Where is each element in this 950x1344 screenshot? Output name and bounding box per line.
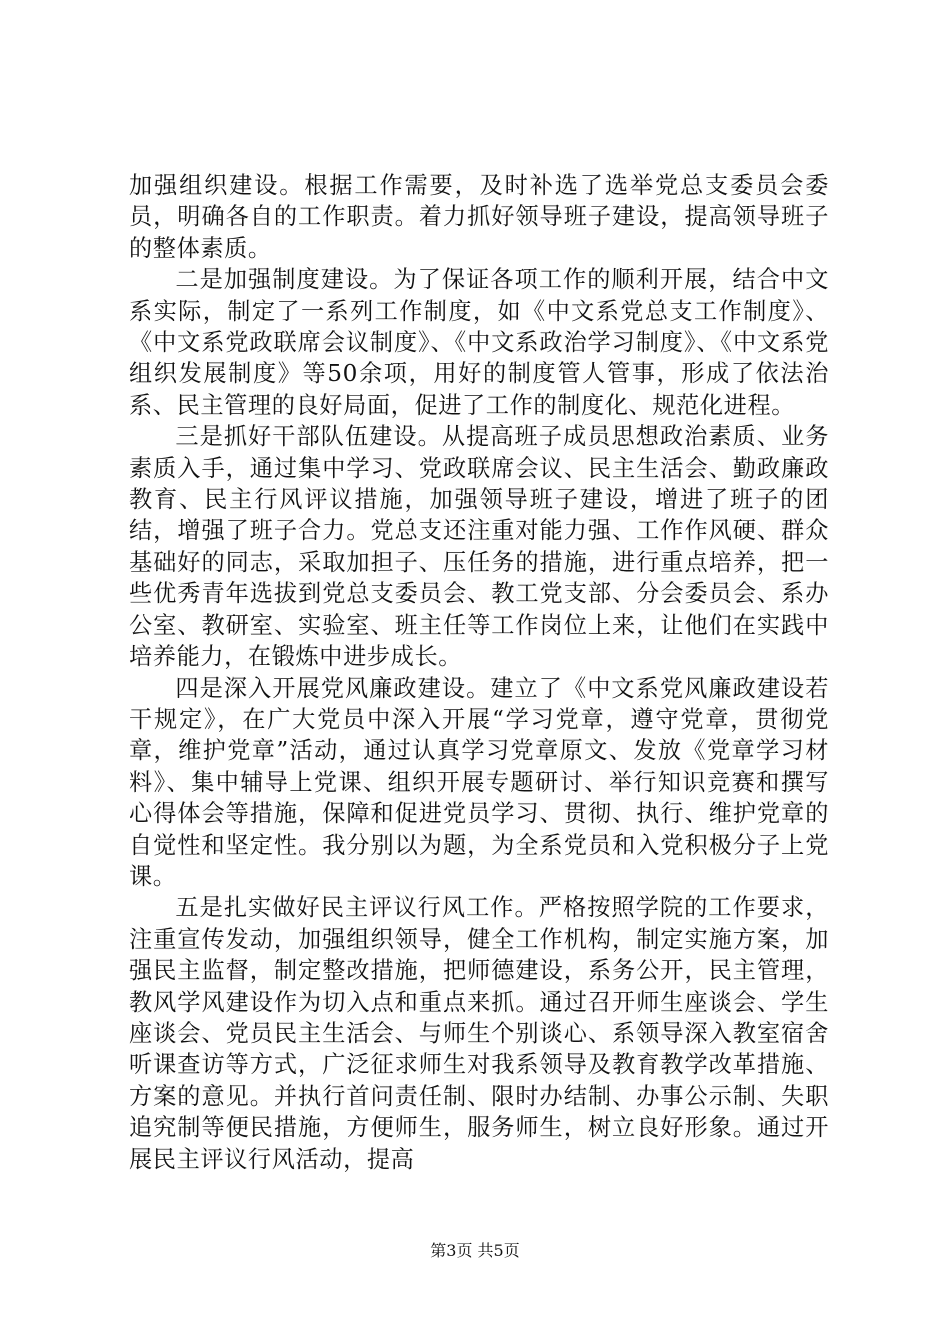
paragraph-4: 四是深入开展党风廉政建设。建立了《中文系党风廉政建设若干规定》，在广大党员中深入开展“学习党章，遵守党章，贯彻党章，维护党章”活动，通过认真学习党章原文、发放《党章学习材料》、集中辅导上党课、组织开展专题研讨、举行知识竞赛和撰写心得体会等措施，保障和促进党员学习、贯彻、执行、维护党章的自觉性和坚定性。我分别以为题，为全系党员和入党积极分子上党课。	[129, 674, 829, 890]
paragraph-3: 三是抓好干部队伍建设。从提高班子成员思想政治素质、业务素质入手，通过集中学习、党政联席会议、民主生活会、勤政廉政教育、民主行风评议措施，加强领导班子建设，增进了班子的团结，增强了班子合力。党总支还注重对能力强、工作作风硬、群众基础好的同志，采取加担子、压任务的措施，进行重点培养，把一些优秀青年选拔到党总支委员会、教工党支部、分会委员会、系办公室、教研室、实验室、班主任等工作岗位上来，让他们在实践中培养能力，在锻炼中进步成长。	[129, 423, 829, 671]
paragraph-1: 加强组织建设。根据工作需要，及时补选了选举党总支委员会委员，明确各自的工作职责。着力抓好领导班子建设，提高领导班子的整体素质。	[129, 172, 829, 262]
paragraph-2: 二是加强制度建设。为了保证各项工作的顺利开展，结合中文系实际，制定了一系列工作制度，如《中文系党总支工作制度》、《中文系党政联席会议制度》、《中文系政治学习制度》、《中文系党组织发展制度》等50余项，用好的制度管人管事，形成了依法治系、民主管理的良好局面，促进了工作的制度化、规范化进程。	[129, 266, 829, 419]
paragraph-5: 五是扎实做好民主评议行风工作。严格按照学院的工作要求，注重宣传发动，加强组织领导，健全工作机构，制定实施方案，加强民主监督，制定整改措施，把师德建设，系务公开，民主管理，教风学风建设作为切入点和重点来抓。通过召开师生座谈会、学生座谈会、党员民主生活会、与师生个别谈心、系领导深入教室宿舍听课查访等方式，广泛征求师生对我系领导及教育教学改革措施、方案的意见。并执行首问责任制、限时办结制、办事公示制、失职追究制等便民措施，方便师生，服务师生，树立良好形象。通过开展民主评议行风活动，提高	[129, 894, 829, 1173]
document-body	[129, 170, 829, 1175]
page-number-footer: 第3页 共5页	[430, 1241, 520, 1260]
